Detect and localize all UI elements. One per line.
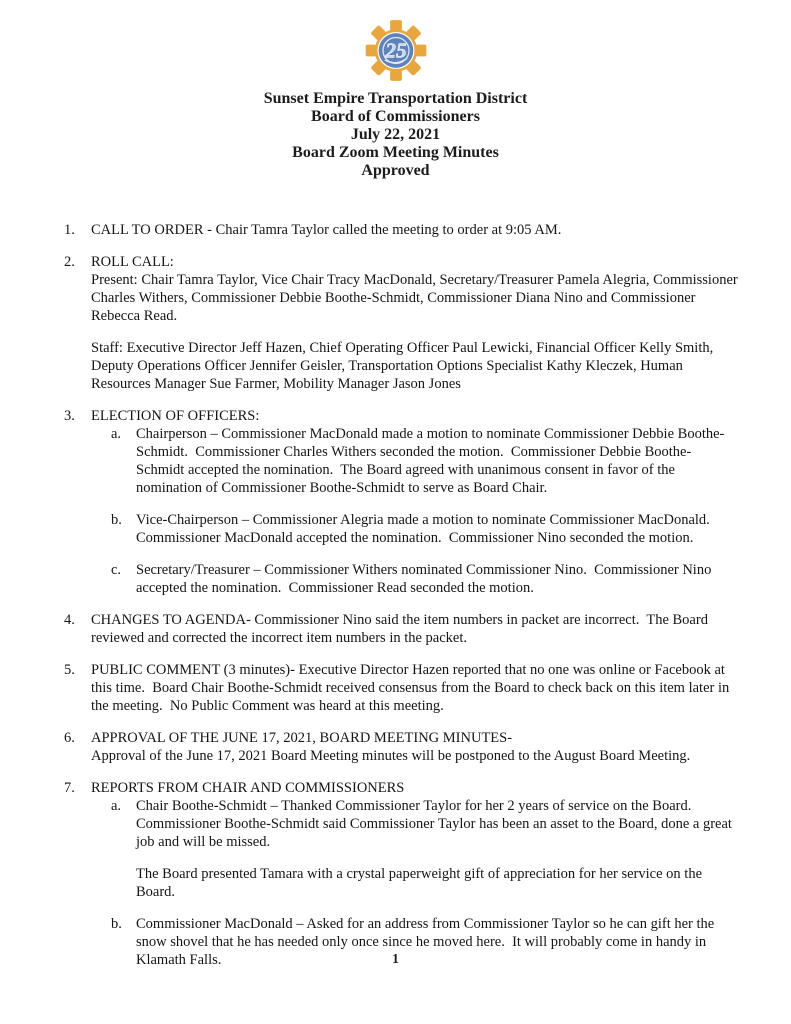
item-body — [91, 611, 739, 647]
item-paragraph: Approval of the June 17, 2021 Board Meeting minutes will be postponed to the August Board Meeting. — [91, 748, 691, 764]
agenda-subitem — [111, 561, 739, 597]
item-number: 3. — [64, 408, 75, 424]
item-heading: CHANGES TO AGENDA- Commissioner Nino said the item numbers in packet are incorrect. The Board reviewed and corrected the incorrect item numbers in the packet. — [91, 612, 712, 646]
item-heading: ROLL CALL: — [91, 254, 174, 270]
item-body — [91, 253, 742, 393]
title-line: Board Zoom Meeting Minutes — [292, 144, 499, 161]
subitem-paragraph: Vice-Chairperson – Commissioner Alegria made a motion to nominate Commissioner MacDonald. Commissioner MacDonald accepted the nomination. Commissioner Nino seconded the motion. — [136, 512, 718, 546]
item-heading: REPORTS FROM CHAIR AND COMMISSIONERS — [91, 780, 405, 796]
agenda-subitem — [111, 511, 739, 547]
title-line: Board of Commissioners — [311, 108, 480, 125]
agenda-item — [64, 779, 739, 969]
subitem-paragraph: Secretary/Treasurer – Commissioner Withers nominated Commissioner Nino. Commissioner Nino accepted the nomination. Commissioner Read seconded the motion. — [136, 562, 715, 596]
item-number: 6. — [64, 730, 75, 746]
agenda-item — [64, 253, 742, 393]
subitem-letter: b. — [111, 916, 122, 932]
subitem-paragraph: Chairperson – Commissioner MacDonald made a motion to nominate Commissioner Debbie Boothe-Schmidt. Commissioner Charles Withers seconded the motion. Commissioner Debbie Boothe-Schmidt accepted the nomination. The Board agreed with unanimous consent in favor of the nomination of Commissioner Boothe-Schmidt to serve as Board Chair. — [136, 426, 725, 496]
subitem-paragraph: The Board presented Tamara with a crystal paperweight gift of appreciation for her service on the Board. — [136, 866, 706, 900]
item-paragraph: Staff: Executive Director Jeff Hazen, Chief Operating Officer Paul Lewicki, Financial Officer Kelly Smith, Deputy Operations Officer Jennifer Geisler, Transportation Options Specialist Kathy Kleczek, Human Resources Manager Sue Farmer, Mobility Manager Jason Jones — [91, 340, 717, 392]
item-number: 2. — [64, 254, 75, 270]
subitem-letter: a. — [111, 426, 122, 442]
logo-numeral: 25 — [384, 38, 407, 63]
document-header — [0, 0, 791, 180]
gear-25-icon — [362, 19, 430, 82]
item-body — [91, 407, 739, 597]
item-paragraph: Present: Chair Tamra Taylor, Vice Chair Tracy MacDonald, Secretary/Treasurer Pamela Alegria, Commissioner Charles Withers, Commissioner Debbie Boothe-Schmidt, Commissioner Diana Nino and Commissioner Rebecca Read. — [91, 272, 742, 324]
item-number: 4. — [64, 612, 75, 628]
item-heading: CALL TO ORDER - Chair Tamra Taylor called the meeting to order at 9:05 AM. — [91, 222, 562, 238]
subitem-body — [136, 561, 739, 597]
subitem-paragraph: Chair Boothe-Schmidt – Thanked Commissioner Taylor for her 2 years of service on the Board. Commissioner Boothe-Schmidt said Commissioner Taylor has been an asset to the Board, done a great job and will be missed. — [136, 798, 736, 850]
item-body — [91, 661, 739, 715]
agenda-item — [64, 661, 739, 715]
subitem-body — [136, 511, 739, 547]
subitem-body — [136, 797, 739, 901]
document-footer — [0, 951, 791, 967]
subitem-paragraph: Commissioner MacDonald – Asked for an address from Commissioner Taylor so he can gift her the snow shovel that he has needed only once since he moved here. It will probably come in handy in Klamath Falls. — [136, 916, 718, 968]
title-line: Approved — [361, 162, 430, 179]
subitem-letter: b. — [111, 512, 122, 528]
title-block — [0, 90, 791, 180]
subitem-body — [136, 425, 739, 497]
item-number: 5. — [64, 662, 75, 678]
minutes-items — [0, 180, 791, 969]
subitem-letter: c. — [111, 562, 122, 578]
agenda-item — [64, 729, 739, 765]
item-body — [91, 729, 739, 765]
item-number: 1. — [64, 222, 75, 238]
page-number: 1 — [392, 951, 399, 966]
item-body — [91, 779, 739, 969]
agenda-item — [64, 407, 739, 597]
district-25th-anniversary-logo — [362, 19, 430, 82]
title-line: July 22, 2021 — [350, 126, 441, 143]
subitem-letter: a. — [111, 798, 122, 814]
item-heading: APPROVAL OF THE JUNE 17, 2021, BOARD MEETING MINUTES- — [91, 730, 513, 746]
item-body — [91, 221, 739, 239]
item-heading: ELECTION OF OFFICERS: — [91, 408, 260, 424]
agenda-subitem — [111, 797, 739, 901]
agenda-item — [64, 221, 739, 239]
item-number: 7. — [64, 780, 75, 796]
agenda-subitem — [111, 425, 739, 497]
title-line: Sunset Empire Transportation District — [263, 90, 528, 107]
item-heading: PUBLIC COMMENT (3 minutes)- Executive Director Hazen reported that no one was online or Facebook at this time. Board Chair Boothe-Schmidt received consensus from the Board to check back on this item later in the meeting. No Public Comment was heard at this meeting. — [91, 662, 733, 714]
agenda-item — [64, 611, 739, 647]
